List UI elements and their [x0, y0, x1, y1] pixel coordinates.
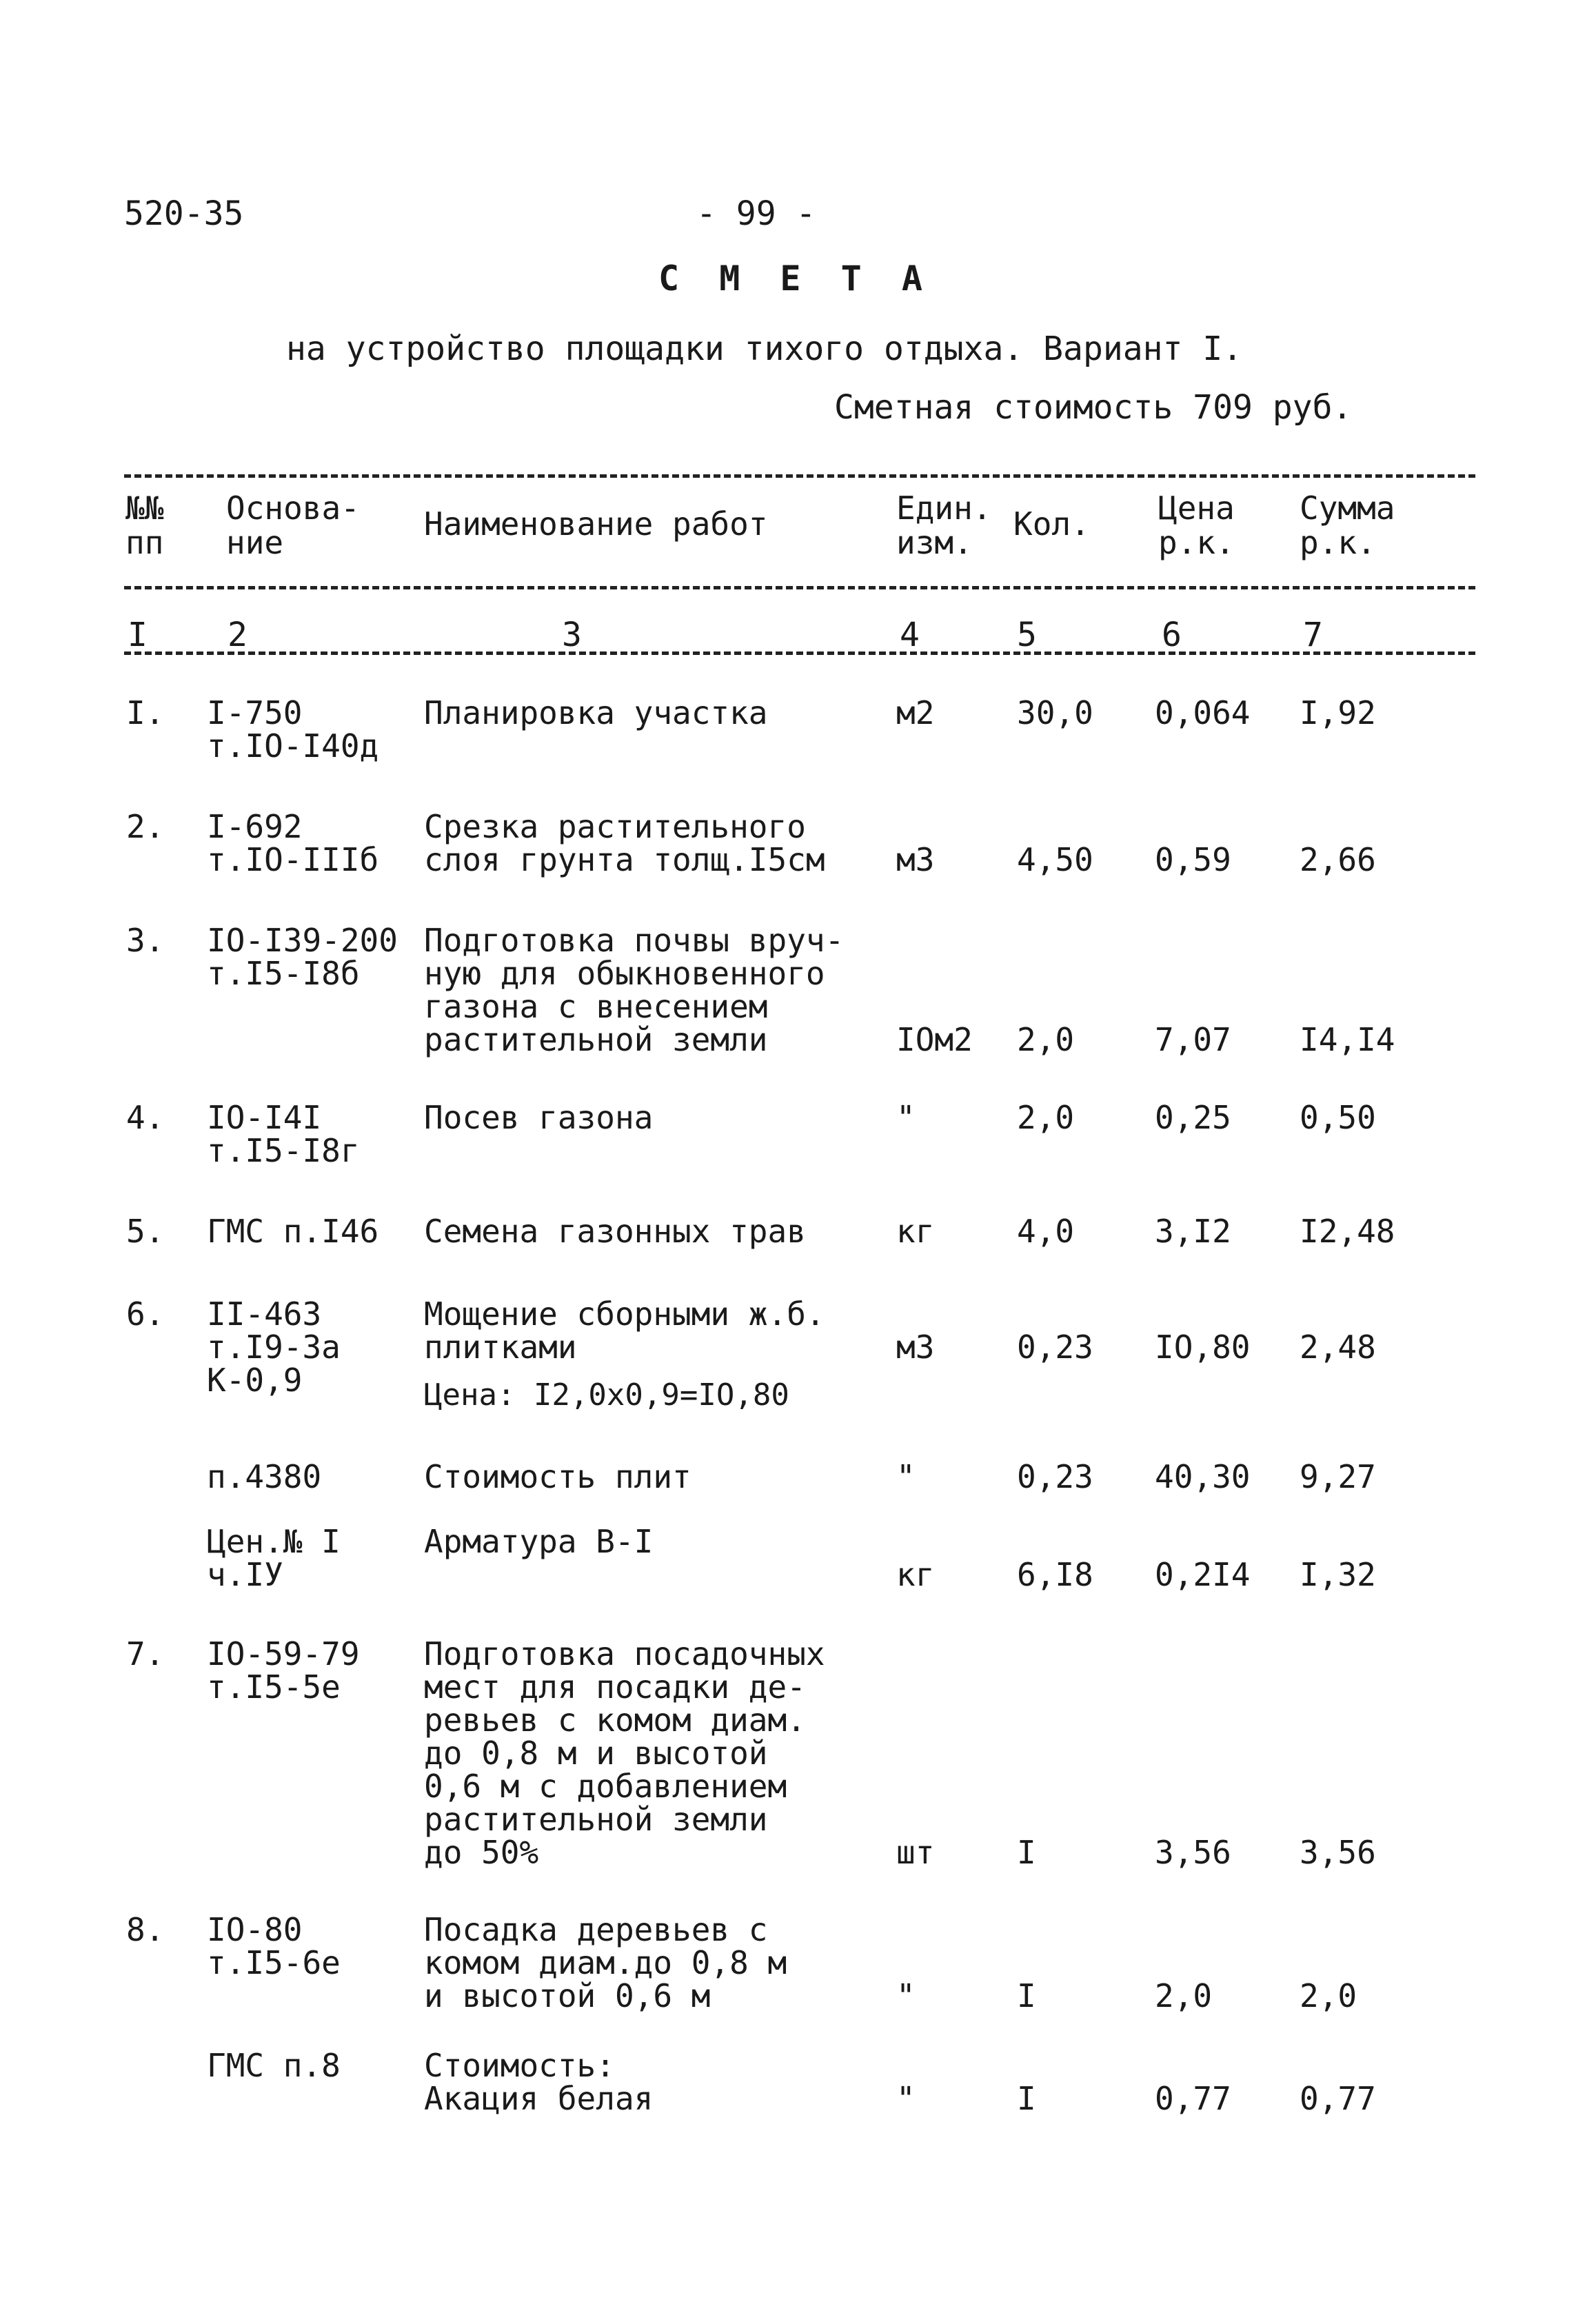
row-basis: I-750 т.IO-I40д	[207, 694, 379, 765]
row-sum: 0,50	[1300, 1099, 1376, 1136]
row-work-name: Подготовка почвы вруч- ную для обыкновенного газона с внесением растительной земли	[424, 922, 845, 1058]
row-quantity: 0,23	[1017, 1458, 1093, 1495]
row-unit: "	[896, 1977, 916, 2014]
col-header-qty: Кол.	[1013, 505, 1090, 543]
row-price: 0,77	[1155, 2080, 1231, 2117]
row-quantity: 6,I8	[1017, 1556, 1093, 1593]
row-sum: I,92	[1300, 694, 1376, 731]
row-quantity: 2,0	[1017, 1099, 1075, 1136]
row-price: 40,30	[1155, 1458, 1251, 1495]
row-number: 6.	[126, 1295, 165, 1333]
row-basis: ГМС п.8	[207, 2047, 341, 2084]
col-number-7: 7	[1303, 616, 1323, 654]
row-basis: IO-59-79 т.I5-5е	[207, 1635, 360, 1706]
table-header-rule	[124, 586, 1475, 589]
row-unit: м2	[896, 694, 935, 731]
row-quantity: I	[1017, 1834, 1036, 1871]
row-unit: кг	[896, 1213, 935, 1250]
row-number: 4.	[126, 1099, 165, 1136]
row-number: 8.	[126, 1911, 165, 1948]
row-number: 7.	[126, 1635, 165, 1673]
row-basis: Цен.№ I ч.IУ	[207, 1523, 341, 1593]
row-unit: "	[896, 1099, 916, 1136]
col-header-number: №№ пп	[125, 489, 164, 561]
row-basis: ГМС п.I46	[207, 1213, 379, 1250]
row-work-name: Семена газонных трав	[424, 1213, 806, 1250]
row-basis: IO-80 т.I5-6е	[207, 1911, 341, 1981]
row-basis: IO-I4I т.I5-I8г	[207, 1099, 360, 1169]
row-price: 3,56	[1155, 1834, 1231, 1871]
row-price: 0,2I4	[1155, 1556, 1251, 1593]
row-sum: I2,48	[1300, 1213, 1395, 1250]
row-quantity: 4,0	[1017, 1213, 1075, 1250]
document-code: 520-35	[124, 194, 244, 233]
row-sum: 2,66	[1300, 841, 1376, 878]
row-work-name: Стоимость плит	[424, 1458, 691, 1495]
row-price: 0,59	[1155, 841, 1231, 878]
row-quantity: 2,0	[1017, 1021, 1075, 1058]
row-work-name: Срезка растительного слоя грунта толщ.I5см	[424, 808, 825, 878]
document-title: С М Е Т А	[658, 259, 932, 299]
row-quantity: 0,23	[1017, 1328, 1093, 1366]
row-quantity: I	[1017, 2080, 1036, 2117]
row-sum: 0,77	[1300, 2080, 1376, 2117]
col-header-sum: Сумма р.к.	[1300, 489, 1395, 561]
row-number: 5.	[126, 1213, 165, 1250]
col-number-4: 4	[900, 616, 920, 654]
row-sum: 2,0	[1300, 1977, 1357, 2014]
row-work-name: Подготовка посадочных мест для посадки де- ревьев с комом диам. до 0,8 м и высотой 0,6 м с добавлением растительной земли до 50%	[424, 1635, 825, 1871]
row-number: 3.	[126, 922, 165, 959]
row-unit: "	[896, 1458, 916, 1495]
estimated-cost: Сметная стоимость 709 руб.	[834, 388, 1353, 427]
col-number-2: 2	[228, 616, 248, 654]
row-work-name: Арматура В-I	[424, 1523, 654, 1560]
row-note: Цена: I2,0х0,9=IO,80	[424, 1377, 789, 1413]
row-unit: м3	[896, 841, 935, 878]
col-header-price: Цена р.к.	[1158, 489, 1235, 561]
col-number-3: 3	[562, 616, 582, 654]
table-top-rule	[124, 474, 1475, 478]
col-header-name: Наименование работ	[424, 505, 768, 543]
table-column-numbers-rule	[124, 651, 1475, 655]
row-work-name: Посадка деревьев с комом диам.до 0,8 м и высотой 0,6 м	[424, 1911, 787, 2014]
row-work-name: Планировка участка	[424, 694, 768, 731]
row-work-name: Мощение сборными ж.б. плитками	[424, 1295, 825, 1366]
row-sum: 2,48	[1300, 1328, 1376, 1366]
row-quantity: I	[1017, 1977, 1036, 2014]
row-basis: II-463 т.I9-3а К-0,9	[207, 1295, 341, 1399]
row-number: I.	[126, 694, 165, 731]
row-sum: 9,27	[1300, 1458, 1376, 1495]
col-number-5: 5	[1017, 616, 1037, 654]
row-basis: I-692 т.IO-IIIб	[207, 808, 379, 878]
col-header-unit: Един. изм.	[896, 489, 992, 561]
row-price: IO,80	[1155, 1328, 1251, 1366]
row-sum: I4,I4	[1300, 1021, 1395, 1058]
row-unit: м3	[896, 1328, 935, 1366]
row-sum: 3,56	[1300, 1834, 1376, 1871]
row-number: 2.	[126, 808, 165, 845]
row-basis: IO-I39-200 т.I5-I8б	[207, 922, 398, 992]
row-basis: п.4380	[207, 1458, 322, 1495]
row-quantity: 30,0	[1017, 694, 1093, 731]
page-number: - 99 -	[696, 194, 816, 233]
row-price: 0,064	[1155, 694, 1251, 731]
row-price: 0,25	[1155, 1099, 1231, 1136]
col-header-basis: Основа- ние	[226, 489, 360, 561]
row-unit: "	[896, 2080, 916, 2117]
document-subtitle: на устройство площадки тихого отдыха. Вариант I.	[286, 330, 1243, 368]
row-price: 3,I2	[1155, 1213, 1231, 1250]
row-unit: IOм2	[896, 1021, 973, 1058]
col-number-6: 6	[1162, 616, 1182, 654]
row-unit: шт	[896, 1834, 935, 1871]
row-sum: I,32	[1300, 1556, 1376, 1593]
row-unit: кг	[896, 1556, 935, 1593]
row-price: 7,07	[1155, 1021, 1231, 1058]
row-work-name: Стоимость: Акация белая	[424, 2047, 654, 2117]
row-price: 2,0	[1155, 1977, 1213, 2014]
row-work-name: Посев газона	[424, 1099, 654, 1136]
col-number-1: I	[128, 616, 148, 654]
row-quantity: 4,50	[1017, 841, 1093, 878]
